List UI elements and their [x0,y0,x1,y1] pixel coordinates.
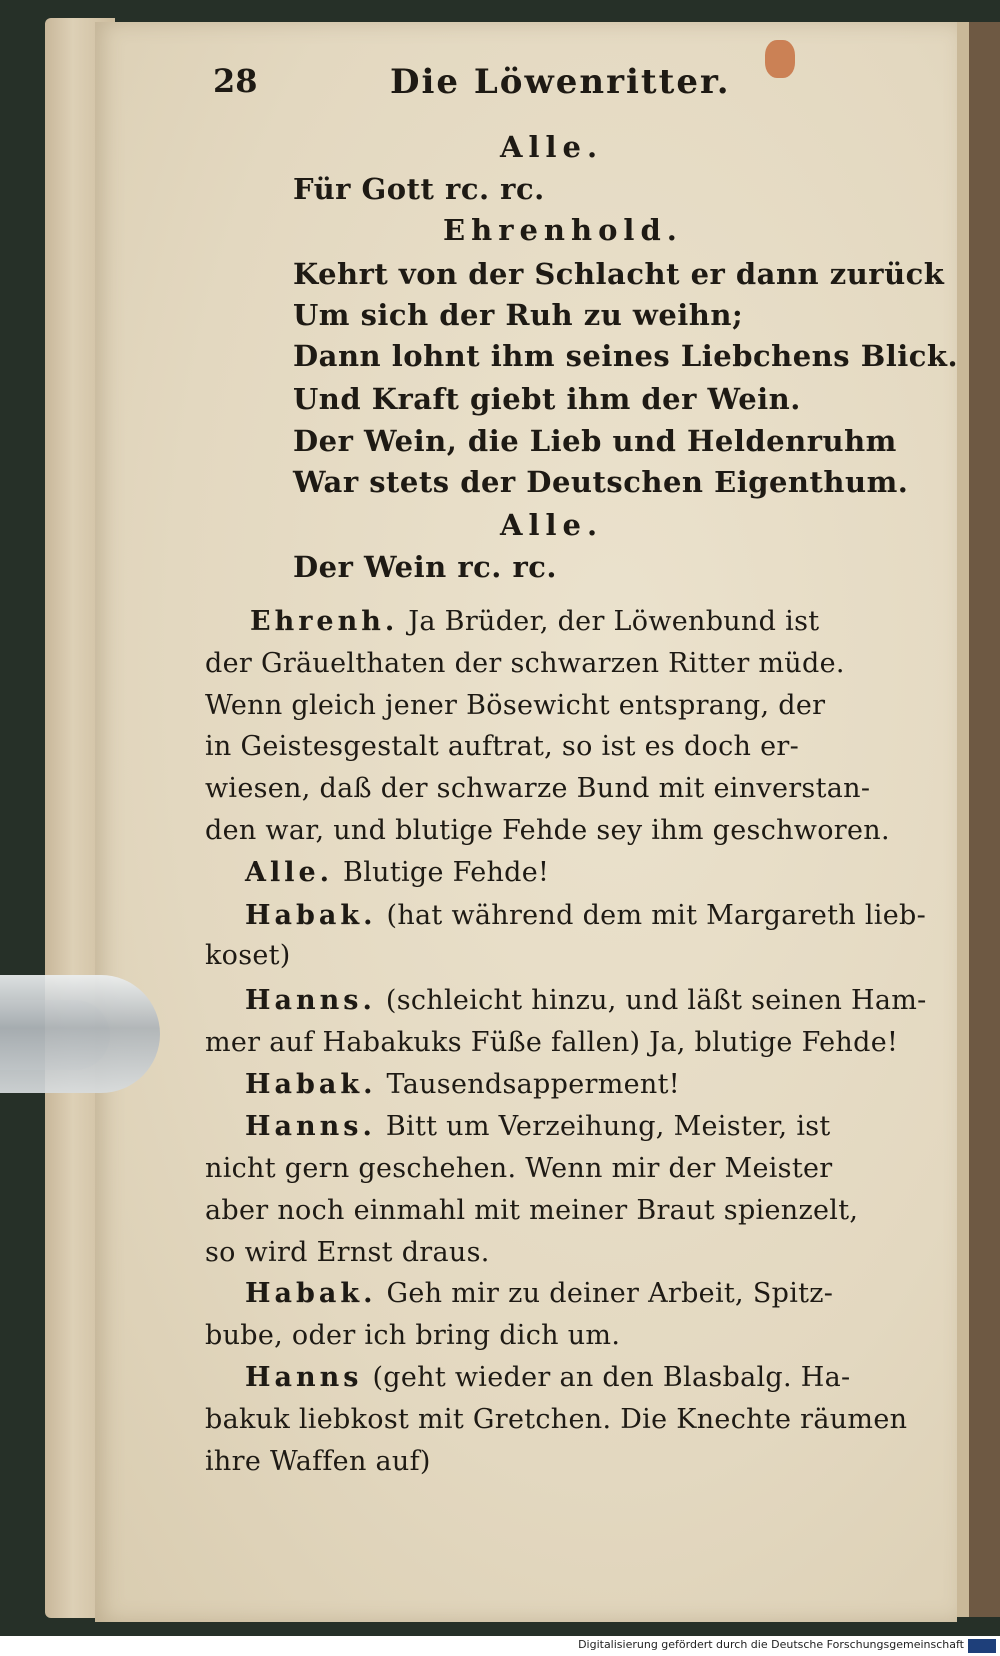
page-edges-right [955,22,969,1617]
speaker-name: Habak. [245,1069,377,1100]
verse-line: Um sich der Ruh zu weihn; [293,298,744,332]
speaker-heading: Alle. [500,508,604,542]
page-clip [0,975,160,1093]
page-number: 28 [213,62,258,100]
dialogue-line: Habak. Tausendsapperment! [245,1069,680,1100]
verse-line: Für Gott rc. rc. [293,172,545,206]
verse-line: Dann lohnt ihm seines Liebchens Blick. [293,339,959,373]
dialogue-line: aber noch einmahl mit meiner Braut spienzelt, [205,1195,859,1226]
verse-line: War stets der Deutschen Eigenthum. [293,465,909,499]
speaker-name: Habak. [245,900,377,931]
speaker-name: Habak. [245,1278,377,1309]
dialogue-line: ihre Waffen auf) [205,1446,431,1477]
speaker-name: Hanns. [245,985,376,1016]
dialogue-line: koset) [205,940,291,971]
dialogue-line: Habak. (hat während dem mit Margareth lieb- [245,900,927,931]
dialogue-line: Hanns. Bitt um Verzeihung, Meister, ist [245,1111,831,1142]
dialogue-line: Alle. Blutige Fehde! [245,857,550,888]
speaker-name: Alle. [245,857,334,888]
dialogue-line: Hanns (geht wieder an den Blasbalg. Ha- [245,1362,851,1393]
dialogue-line: nicht gern geschehen. Wenn mir der Meister [205,1153,833,1184]
verse-line: Und Kraft giebt ihm der Wein. [293,382,801,416]
speaker-heading: Ehrenhold. [443,213,683,247]
dialogue-line: wiesen, daß der schwarze Bund mit einverstan- [205,773,871,804]
verse-line: Der Wein rc. rc. [293,550,557,584]
speaker-heading: Alle. [500,130,604,164]
dialogue-line: der Gräuelthaten der schwarzen Ritter müde. [205,648,845,679]
digitization-credit: Digitalisierung gefördert durch die Deutsche Forschungsgemeinschaft [578,1638,964,1651]
dialogue-line: so wird Ernst draus. [205,1237,490,1268]
running-title: Die Löwenritter. [390,62,731,102]
dfg-logo [968,1639,996,1653]
speaker-name: Ehrenh. [250,606,399,637]
dialogue-line: Habak. Geh mir zu deiner Arbeit, Spitz- [245,1278,834,1309]
dialogue-line: bube, oder ich bring dich um. [205,1320,621,1351]
dialogue-line: Hanns. (schleicht hinzu, und läßt seinen Ham- [245,985,927,1016]
dialogue-line: bakuk liebkost mit Gretchen. Die Knechte räumen [205,1404,908,1435]
dialogue-line: in Geistesgestalt auftrat, so ist es doch er- [205,731,799,762]
speaker-name: Hanns. [245,1111,376,1142]
speaker-name: Hanns [245,1362,363,1393]
dialogue-line: mer auf Habakuks Füße fallen) Ja, blutige Fehde! [205,1027,899,1058]
paper-stain [765,40,795,78]
dialogue-line: Ehrenh. Ja Brüder, der Löwenbund ist [250,606,820,637]
verse-line: Kehrt von der Schlacht er dann zurück [293,257,945,291]
dialogue-line: Wenn gleich jener Bösewicht entsprang, der [205,690,826,721]
dialogue-line: den war, und blutige Fehde sey ihm geschworen. [205,815,890,846]
verse-line: Der Wein, die Lieb und Heldenruhm [293,424,897,458]
